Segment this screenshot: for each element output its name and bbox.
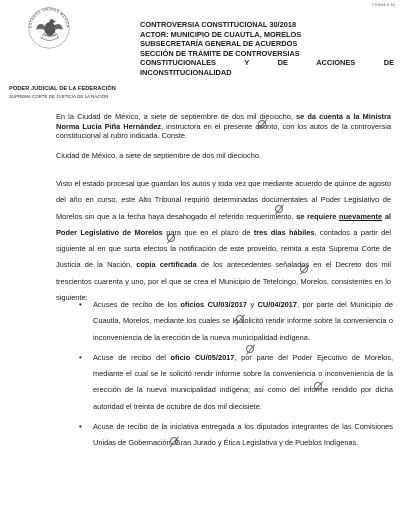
bullet-icon: •: [79, 352, 82, 362]
stamp-mark-icon: [275, 205, 283, 213]
date-line: Ciudad de México, a siete de septiembre de dos mil dieciocho.: [56, 151, 261, 160]
stamp-mark-icon: [246, 345, 254, 353]
case-section-line1: SECCIÓN DE TRÁMITE DE CONTROVERSIAS: [140, 48, 300, 58]
case-section-line3: INCONSTITUCIONALIDAD: [140, 67, 232, 77]
case-office: SUBSECRETARÍA GENERAL DE ACUERDOS: [140, 39, 298, 49]
stamp-mark-icon: [170, 437, 178, 445]
bullet-icon: •: [79, 422, 82, 432]
seal-text: ESTADOS UNIDOS MEXICA: [28, 7, 70, 29]
stamp-mark-icon: [300, 265, 308, 273]
bullet-icon: •: [79, 300, 82, 309]
national-seal-icon: [26, 4, 72, 50]
list-item: • Acuse de recibo del oficio CU/05/2017, por parte del Poder Ejecutivo de Morelos, mediante el cual se le solicitó rendir informe sobre la conveniencia o inconveniencia de la erección de la nueva municipalidad indígena; así como del informe rendido por dicha autoridad el treinta de octubre de dos mil diecisiete.: [93, 350, 393, 415]
organization-name: PODER JUDICIAL DE LA FEDERACIÓN: [9, 86, 116, 92]
organization-subtitle: SUPREMA CORTE DE JUSTICIA DE LA NACIÓN: [9, 94, 109, 99]
main-paragraph: Visto el estado procesal que guardan los autos y toda vez que mediante acuerdo de quince de agosto del año en curso, este Alto Tribunal requirió determinadas documentales al Poder Legislativo de Morelos sin que a la fecha haya desahogado el referido requerimiento, se requiere nuevamente al Poder Legislativo de Morelos para que en el plazo de tres días hábiles, contados a partir del siguiente al en que surta efectos la notificación de este proveído, remita a esta Suprema Corte de Justicia de la Nación, copia certificada de los antecedentes señalados en el Decreto dos mil trescientos cuarenta y uno, por el que se crea el Municipio de Tetelcingo, Morelos, consistentes en lo siguiente:: [56, 179, 392, 303]
stamp-mark-icon: [258, 120, 266, 128]
intro-paragraph: En la Ciudad de México, a siete de septiembre de dos mil dieciocho, se da cuenta a la Ministra Norma Lucía Piña Hernández, instructora en el presente asunto, con los autos de la controversia constitucional al rubro indicada. Conste.: [56, 112, 392, 141]
form-code: FORMA A-54: [372, 3, 395, 7]
case-section-line2: CONSTITUCIONALES Y DE ACCIONES DE: [140, 58, 394, 68]
stamp-mark-icon: [167, 234, 175, 242]
stamp-mark-icon: [314, 382, 322, 390]
list-item: • Acuse de recibo de la iniciativa entregada a los diputados integrantes de las Comisiones Unidas de Gobernación, Gran Jurado y Ética Legislativa y de Pueblos Indígenas.: [93, 419, 393, 452]
stamp-mark-icon: [236, 315, 244, 323]
case-number: CONTROVERSIA CONSTITUCIONAL 30/2018: [140, 20, 297, 29]
list-item: • Acuses de recibo de los oficios CU/03/2017 y CU/04/2017, por parte del Municipio de Cuautla, Morelos, mediante los cuales se le solicitó rendir informe sobre la conveniencia o inconveniencia de la erección de la nueva municipalidad indígena.: [93, 297, 393, 346]
case-actor: ACTOR: MUNICIPIO DE CUAUTLA, MORELOS: [140, 29, 302, 39]
case-header: [140, 20, 394, 78]
